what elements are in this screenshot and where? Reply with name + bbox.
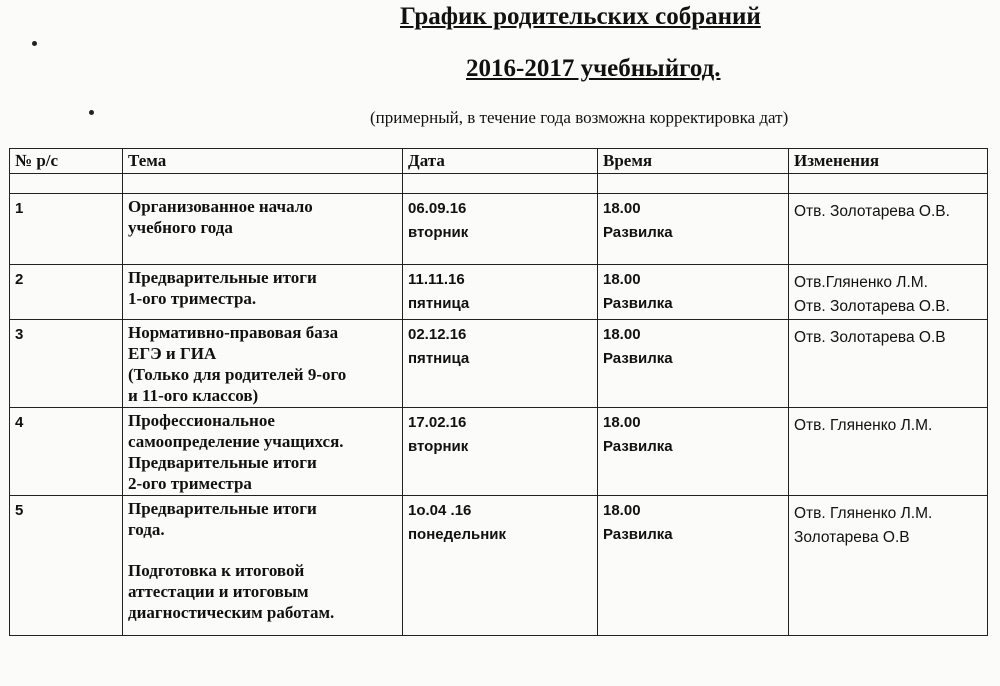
meeting-topic <box>123 194 403 265</box>
meeting-topic <box>123 496 403 636</box>
date-value: 1о.04 .16 <box>408 502 472 519</box>
topic-line: Предварительные итоги <box>128 499 317 518</box>
time-value: 18.00 <box>603 271 641 288</box>
weekday-value: вторник <box>408 224 469 241</box>
topic-line: Профессиональное <box>128 411 275 430</box>
date-value: 17.02.16 <box>408 414 467 431</box>
time-value: 18.00 <box>603 200 641 217</box>
topic-line: Организованное начало <box>128 197 313 216</box>
date-value: 06.09.16 <box>408 200 467 217</box>
topic-line: аттестации и итоговым <box>128 582 309 601</box>
meetings-table <box>9 148 988 636</box>
responsible-line: Отв. Золотарева О.В <box>794 329 946 346</box>
topic-line: и 11-ого классов) <box>128 386 259 405</box>
responsible-line: Золотарева О.В <box>794 529 910 546</box>
row-number: 5 <box>10 496 123 636</box>
row-number: 2 <box>10 265 123 320</box>
topic-line: самоопределение учащихся. <box>128 432 344 451</box>
meeting-topic <box>123 408 403 496</box>
topic-line: 1-ого триместра. <box>128 289 257 308</box>
topic-line: 2-ого триместра <box>128 474 252 493</box>
row-number: 1 <box>10 194 123 265</box>
meeting-time <box>598 194 789 265</box>
meeting-date <box>403 265 598 320</box>
responsible-persons <box>789 496 988 636</box>
column-header-changes: Изменения <box>789 149 988 174</box>
place-value: Развилка <box>603 224 673 241</box>
column-header-topic: Тема <box>123 149 403 174</box>
meeting-date <box>403 320 598 408</box>
topic-line: года. <box>128 520 165 539</box>
responsible-line: Отв. Золотарева О.В. <box>794 298 950 315</box>
meeting-time <box>598 265 789 320</box>
table-row <box>10 320 988 408</box>
stray-dot <box>32 41 37 46</box>
table-row <box>10 265 988 320</box>
topic-line: Подготовка к итоговой <box>128 561 305 580</box>
meeting-time <box>598 408 789 496</box>
topic-line: Предварительные итоги <box>128 453 317 472</box>
column-header-number: № р/с <box>10 149 123 174</box>
meeting-time <box>598 496 789 636</box>
responsible-line: Отв.Гляненко Л.М. <box>794 274 928 291</box>
stray-dot <box>89 110 94 115</box>
topic-line: диагностическим работам. <box>128 603 335 622</box>
document-title: График родительских собраний <box>400 3 761 30</box>
time-value: 18.00 <box>603 502 641 519</box>
weekday-value: вторник <box>408 438 469 455</box>
responsible-persons <box>789 320 988 408</box>
topic-line: Нормативно-правовая база <box>128 323 339 342</box>
responsible-persons <box>789 265 988 320</box>
topic-line: (Только для родителей 9-ого <box>128 365 347 384</box>
topic-line: Предварительные итоги <box>128 268 317 287</box>
time-value: 18.00 <box>603 414 641 431</box>
weekday-value: пятница <box>408 350 470 367</box>
meeting-time <box>598 320 789 408</box>
date-value: 02.12.16 <box>408 326 467 343</box>
place-value: Развилка <box>603 438 673 455</box>
responsible-line: Отв. Гляненко Л.М. <box>794 417 933 434</box>
responsible-persons <box>789 408 988 496</box>
table-row <box>10 408 988 496</box>
column-header-date: Дата <box>403 149 598 174</box>
meeting-topic <box>123 265 403 320</box>
weekday-value: пятница <box>408 295 470 312</box>
time-value: 18.00 <box>603 326 641 343</box>
meeting-date <box>403 496 598 636</box>
weekday-value: понедельник <box>408 526 507 543</box>
meeting-topic <box>123 320 403 408</box>
meeting-date <box>403 408 598 496</box>
responsible-line: Отв. Золотарева О.В. <box>794 203 950 220</box>
table-row <box>10 194 988 265</box>
table-row <box>10 496 988 636</box>
date-value: 11.11.16 <box>408 271 465 288</box>
place-value: Развилка <box>603 350 673 367</box>
title-note: (примерный, в течение года возможна корректировка дат) <box>370 108 789 127</box>
row-number: 3 <box>10 320 123 408</box>
topic-line: учебного года <box>128 218 233 237</box>
table-header-row <box>10 149 988 174</box>
responsible-line: Отв. Гляненко Л.М. <box>794 505 933 522</box>
meeting-date <box>403 194 598 265</box>
place-value: Развилка <box>603 526 673 543</box>
school-year-title: 2016-2017 учебныйгод. <box>466 55 721 82</box>
row-number: 4 <box>10 408 123 496</box>
empty-row <box>10 174 988 194</box>
responsible-persons <box>789 194 988 265</box>
column-header-time: Время <box>598 149 789 174</box>
topic-line: ЕГЭ и ГИА <box>128 344 217 363</box>
place-value: Развилка <box>603 295 673 312</box>
